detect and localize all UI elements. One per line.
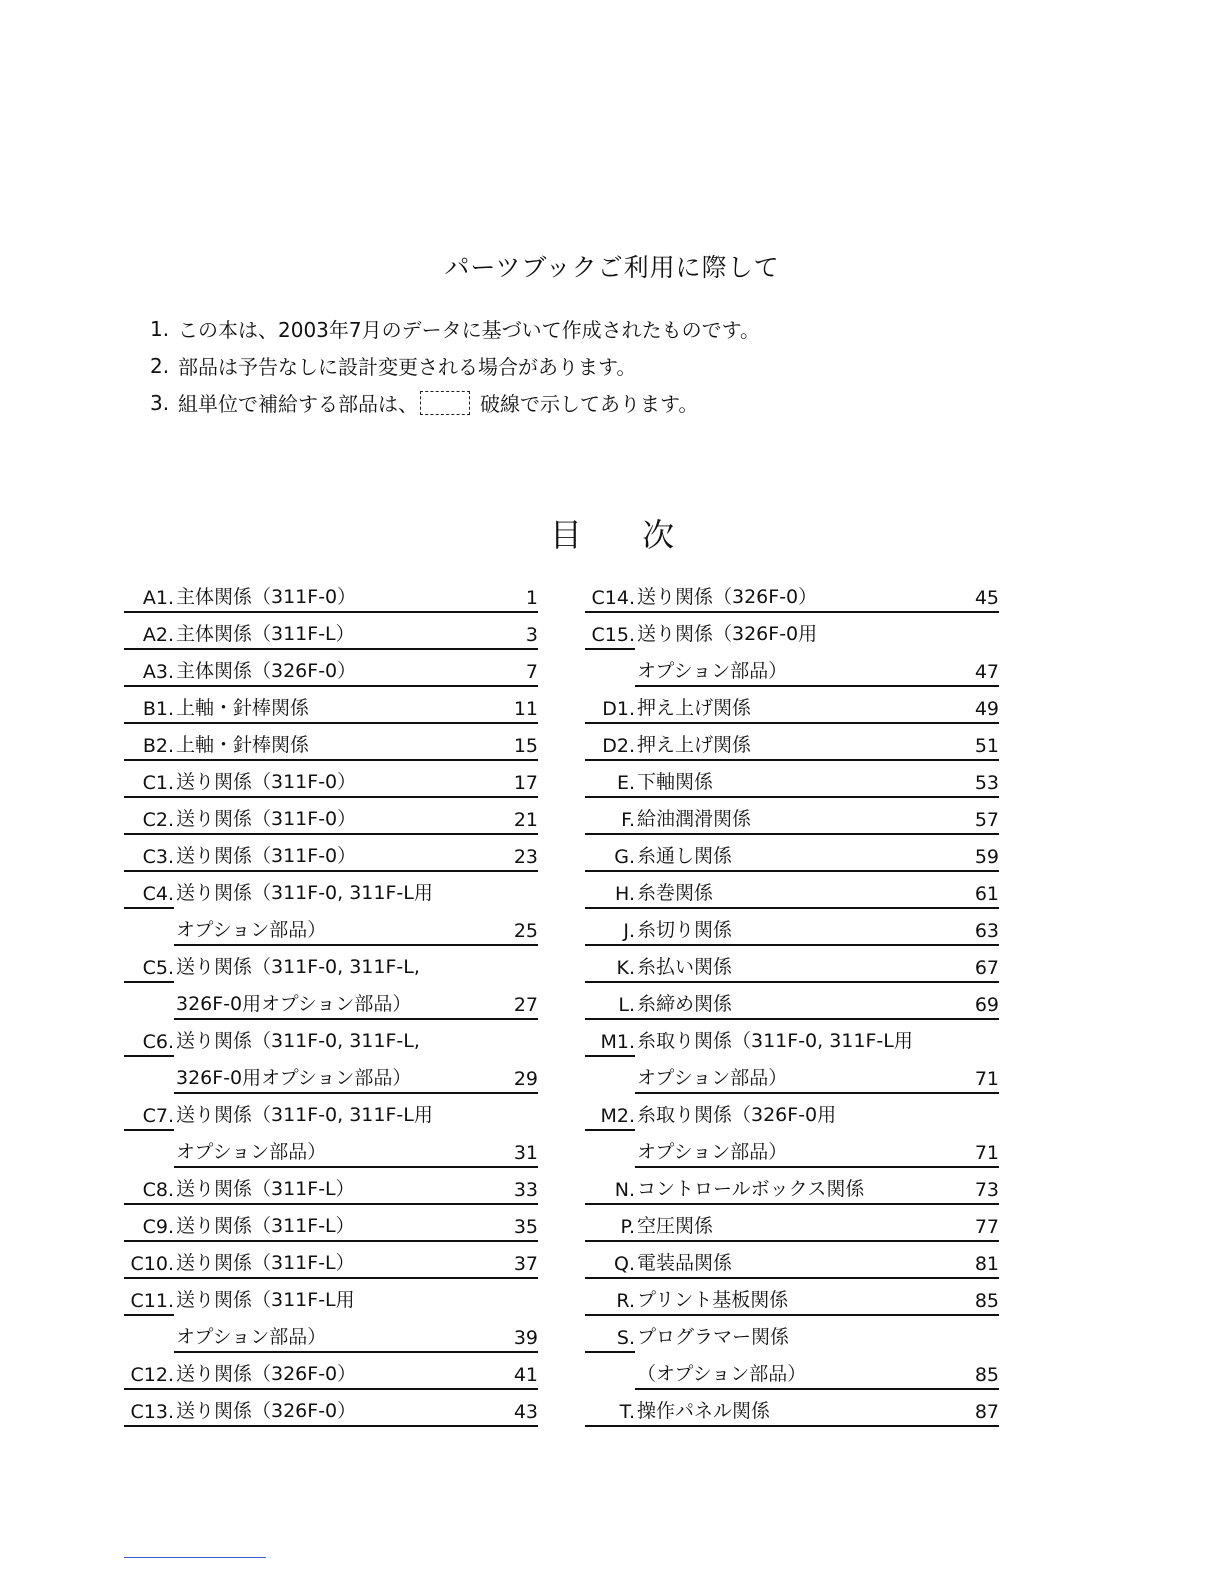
toc-entry-title: 下軸関係 bbox=[637, 771, 714, 793]
toc-entry[interactable] bbox=[124, 650, 538, 687]
toc-entry-row bbox=[124, 872, 538, 909]
toc-entry-title: 空圧関係 bbox=[637, 1215, 714, 1237]
toc-entry-title: 上軸・針棒関係 bbox=[176, 734, 310, 756]
toc-entry-title: 糸締め関係 bbox=[637, 993, 733, 1015]
toc-entry-row bbox=[124, 687, 538, 724]
toc-entry-code: H. bbox=[615, 883, 635, 905]
toc-entry-title: コントロールボックス関係 bbox=[637, 1178, 865, 1200]
toc-entry-page: 27 bbox=[513, 994, 538, 1016]
toc-entry[interactable] bbox=[585, 576, 999, 613]
toc-entry-code: C3. bbox=[142, 846, 174, 868]
toc-entry-title: 主体関係（326F-0） bbox=[176, 660, 357, 682]
notice-item bbox=[150, 384, 760, 421]
toc-entry[interactable] bbox=[124, 835, 538, 872]
toc-entry[interactable] bbox=[124, 613, 538, 650]
toc-entry-page: 51 bbox=[974, 735, 999, 757]
toc-entry-row bbox=[585, 1168, 999, 1205]
toc-entry-row bbox=[585, 761, 999, 798]
toc-entry[interactable] bbox=[585, 909, 999, 946]
toc-entry-title-continued: オプション部品） bbox=[637, 660, 788, 682]
notice-item-text-after: 破線で示してあります。 bbox=[480, 392, 699, 416]
toc-entry[interactable] bbox=[585, 1390, 999, 1427]
toc-entry-row bbox=[585, 1242, 999, 1279]
toc-entry-code: C14. bbox=[591, 587, 635, 609]
toc-entry-row bbox=[585, 1353, 999, 1390]
toc-entry-row bbox=[585, 909, 999, 946]
toc-entry-code: R. bbox=[616, 1290, 635, 1312]
toc-entry-title: 送り関係（311F-L用 bbox=[176, 1289, 355, 1311]
toc-entry-code: C1. bbox=[142, 772, 174, 794]
toc-entry-title: 糸通し関係 bbox=[637, 845, 733, 867]
toc-entry-page: 35 bbox=[513, 1216, 538, 1238]
toc-entry-title: 操作パネル関係 bbox=[637, 1400, 771, 1422]
toc-entry-row bbox=[124, 1168, 538, 1205]
toc-entry-page: 17 bbox=[513, 772, 538, 794]
toc-entry-row bbox=[124, 798, 538, 835]
toc-entry-title: 送り関係（311F-0, 311F-L, bbox=[176, 956, 420, 978]
toc-entry-code: Q. bbox=[614, 1253, 635, 1275]
toc-entry-code: B2. bbox=[142, 735, 174, 757]
toc-entry-row bbox=[124, 1353, 538, 1390]
toc-entry-title-continued: （オプション部品） bbox=[637, 1363, 807, 1385]
toc-entry-page: 23 bbox=[513, 846, 538, 868]
toc-entry-title: 送り関係（311F-L） bbox=[176, 1215, 355, 1237]
toc-entry[interactable] bbox=[585, 872, 999, 909]
toc-entry-row bbox=[585, 1279, 999, 1316]
toc-entry-row bbox=[124, 650, 538, 687]
toc-entry[interactable] bbox=[124, 946, 538, 1020]
toc-entry-page: 61 bbox=[974, 883, 999, 905]
toc-entry-row bbox=[124, 1279, 538, 1316]
toc-entry-page: 87 bbox=[974, 1401, 999, 1423]
toc-entry-title: 糸切り関係 bbox=[637, 919, 733, 941]
toc-entry-rule bbox=[585, 1425, 999, 1427]
notice-list bbox=[150, 310, 760, 421]
toc-entry-title: 糸取り関係（311F-0, 311F-L用 bbox=[637, 1030, 913, 1052]
toc-entry[interactable] bbox=[585, 687, 999, 724]
toc-entry[interactable] bbox=[124, 576, 538, 613]
toc-entry-title: 押え上げ関係 bbox=[637, 697, 752, 719]
toc-entry-code: C6. bbox=[142, 1031, 174, 1053]
toc-entry-code: A3. bbox=[142, 661, 174, 683]
toc-entry[interactable] bbox=[124, 1205, 538, 1242]
toc-entry[interactable] bbox=[124, 1242, 538, 1279]
notice-item bbox=[150, 347, 760, 384]
toc-entry[interactable] bbox=[585, 1242, 999, 1279]
toc-entry-row bbox=[585, 872, 999, 909]
toc-entry-code: T. bbox=[619, 1401, 635, 1423]
toc-entry-code: C5. bbox=[142, 957, 174, 979]
toc-entry-code: M1. bbox=[600, 1031, 635, 1053]
toc-title bbox=[0, 510, 1224, 556]
toc-entry-title-continued: オプション部品） bbox=[637, 1067, 788, 1089]
toc-entry-title: プログラマー関係 bbox=[637, 1326, 790, 1348]
toc-entry-title: 送り関係（326F-0用 bbox=[637, 623, 818, 645]
toc-entry-title: 糸払い関係 bbox=[637, 956, 733, 978]
toc-entry-page: 3 bbox=[525, 624, 538, 646]
toc-entry[interactable] bbox=[124, 1353, 538, 1390]
toc-entry-rule bbox=[124, 1425, 538, 1427]
toc-entry[interactable] bbox=[124, 1168, 538, 1205]
toc-entry-code: C9. bbox=[142, 1216, 174, 1238]
toc-entry[interactable] bbox=[585, 613, 999, 687]
toc-entry-page: 85 bbox=[974, 1290, 999, 1312]
toc-entry-title: 送り関係（311F-L） bbox=[176, 1252, 355, 1274]
toc-entry-row bbox=[124, 1131, 538, 1168]
toc-entry-title: 押え上げ関係 bbox=[637, 734, 752, 756]
toc-entry-title: 送り関係（311F-0） bbox=[176, 771, 357, 793]
toc-right-column bbox=[585, 576, 999, 1427]
toc-entry-page: 71 bbox=[974, 1068, 999, 1090]
toc-entry-page: 77 bbox=[974, 1216, 999, 1238]
toc-entry-row bbox=[585, 946, 999, 983]
toc-entry-title: 送り関係（326F-0） bbox=[637, 586, 818, 608]
toc-entry-code: J. bbox=[623, 920, 635, 942]
toc-entry[interactable] bbox=[585, 1316, 999, 1390]
toc-entry-page: 11 bbox=[513, 698, 538, 720]
toc-entry-title-continued: 326F-0用オプション部品） bbox=[176, 993, 412, 1015]
toc-entry-row bbox=[585, 1057, 999, 1094]
notice-item-number: 1. bbox=[150, 316, 170, 341]
toc-entry-row bbox=[585, 1390, 999, 1427]
toc-entry-code: C8. bbox=[142, 1179, 174, 1201]
toc-entry-title-continued: オプション部品） bbox=[176, 1141, 327, 1163]
toc-entry[interactable] bbox=[124, 872, 538, 946]
toc-entry-page: 15 bbox=[513, 735, 538, 757]
toc-entry-page: 25 bbox=[513, 920, 538, 942]
toc-entry-row bbox=[124, 1390, 538, 1427]
toc-entry-row bbox=[124, 1057, 538, 1094]
toc-entry-title: 送り関係（311F-0） bbox=[176, 808, 357, 830]
toc-entry-title: 糸取り関係（326F-0用 bbox=[637, 1104, 837, 1126]
toc-entry-row bbox=[585, 724, 999, 761]
toc-entry-title: 送り関係（326F-0） bbox=[176, 1363, 357, 1385]
toc-entry-title: 送り関係（311F-L） bbox=[176, 1178, 355, 1200]
toc-entry-row bbox=[585, 1094, 999, 1131]
toc-entry-page: 29 bbox=[513, 1068, 538, 1090]
toc-entry-code: D1. bbox=[602, 698, 635, 720]
toc-entry-row bbox=[124, 835, 538, 872]
toc-entry-code: M2. bbox=[600, 1105, 635, 1127]
toc-entry-title-continued: オプション部品） bbox=[176, 919, 327, 941]
toc-entry-title: 主体関係（311F-L） bbox=[176, 623, 355, 645]
toc-entry[interactable] bbox=[585, 1094, 999, 1168]
toc-entry[interactable] bbox=[585, 798, 999, 835]
toc-entry[interactable] bbox=[124, 1020, 538, 1094]
toc-title-char: 次 bbox=[642, 516, 675, 554]
toc-entry-title: 主体関係（311F-0） bbox=[176, 586, 357, 608]
toc-title-char: 目 bbox=[549, 516, 582, 554]
toc-entry-row bbox=[124, 761, 538, 798]
toc-entry-title: 電装品関係 bbox=[637, 1252, 733, 1274]
toc-entry-row bbox=[585, 835, 999, 872]
toc-entry-page: 73 bbox=[974, 1179, 999, 1201]
toc-entry-code: A1. bbox=[142, 587, 174, 609]
toc-entry-page: 21 bbox=[513, 809, 538, 831]
toc-entry-row bbox=[585, 983, 999, 1020]
toc-entry-row bbox=[124, 1316, 538, 1353]
toc-entry-code: S. bbox=[616, 1327, 635, 1349]
toc-entry-code: C11. bbox=[130, 1290, 174, 1312]
toc-entry-row bbox=[585, 1131, 999, 1168]
toc-entry[interactable] bbox=[585, 983, 999, 1020]
toc-entry-page: 49 bbox=[974, 698, 999, 720]
toc-entry-row bbox=[124, 1205, 538, 1242]
toc-entry-page: 85 bbox=[974, 1364, 999, 1386]
notice-item-number: 3. bbox=[150, 390, 170, 415]
toc-entry-code: C2. bbox=[142, 809, 174, 831]
toc-entry-page: 59 bbox=[974, 846, 999, 868]
toc-entry[interactable] bbox=[585, 1020, 999, 1094]
toc-entry-row bbox=[124, 946, 538, 983]
toc-entry-code: F. bbox=[621, 809, 635, 831]
notice-item-text: 組単位で補給する部品は、 bbox=[178, 392, 418, 416]
toc-entry[interactable] bbox=[585, 724, 999, 761]
toc-entry-title-continued: オプション部品） bbox=[637, 1141, 788, 1163]
toc-entry-row bbox=[585, 1020, 999, 1057]
toc-entry-page: 39 bbox=[513, 1327, 538, 1349]
toc-entry[interactable] bbox=[124, 1094, 538, 1168]
toc-entry-page: 71 bbox=[974, 1142, 999, 1164]
toc-entry-code: C4. bbox=[142, 883, 174, 905]
toc-entry-row bbox=[124, 983, 538, 1020]
notice-item bbox=[150, 310, 760, 347]
toc-entry-code: A2. bbox=[142, 624, 174, 646]
toc-entry-page: 63 bbox=[974, 920, 999, 942]
toc-entry[interactable] bbox=[585, 1168, 999, 1205]
toc-entry-title-continued: オプション部品） bbox=[176, 1326, 327, 1348]
toc-entry-row bbox=[124, 576, 538, 613]
toc-entry-title: 送り関係（311F-0） bbox=[176, 845, 357, 867]
footer-rule bbox=[124, 1557, 266, 1558]
toc-entry[interactable] bbox=[124, 761, 538, 798]
notice-item-number: 2. bbox=[150, 353, 170, 378]
toc-entry-row bbox=[585, 798, 999, 835]
notice-item-text: この本は、2003年7月のデータに基づいて作成されたものです。 bbox=[178, 318, 761, 342]
toc-entry-page: 41 bbox=[513, 1364, 538, 1386]
toc-entry-code: C13. bbox=[130, 1401, 174, 1423]
toc-entry[interactable] bbox=[585, 1205, 999, 1242]
toc-entry-code: B1. bbox=[142, 698, 174, 720]
toc-entry[interactable] bbox=[124, 798, 538, 835]
toc-entry-row bbox=[124, 613, 538, 650]
toc-entry-page: 67 bbox=[974, 957, 999, 979]
toc-entry[interactable] bbox=[124, 724, 538, 761]
toc-entry-page: 53 bbox=[974, 772, 999, 794]
toc-entry[interactable] bbox=[124, 1390, 538, 1427]
toc-entry-row bbox=[124, 724, 538, 761]
toc-entry-row bbox=[124, 909, 538, 946]
toc-entry-row bbox=[585, 613, 999, 650]
toc-entry-row bbox=[585, 1316, 999, 1353]
toc-entry[interactable] bbox=[124, 687, 538, 724]
toc-entry-page: 1 bbox=[525, 587, 538, 609]
toc-entry-title: 給油潤滑関係 bbox=[637, 808, 752, 830]
dashed-box-sample bbox=[420, 391, 470, 415]
toc-entry-page: 43 bbox=[513, 1401, 538, 1423]
toc-entry[interactable] bbox=[124, 1279, 538, 1353]
toc-entry-code: L. bbox=[618, 994, 635, 1016]
toc-entry[interactable] bbox=[585, 1279, 999, 1316]
toc-entry[interactable] bbox=[585, 946, 999, 983]
toc-entry-title-continued: 326F-0用オプション部品） bbox=[176, 1067, 412, 1089]
toc-entry-page: 33 bbox=[513, 1179, 538, 1201]
toc-entry-title: 送り関係（326F-0） bbox=[176, 1400, 357, 1422]
toc-entry-row bbox=[585, 576, 999, 613]
toc-entry-code: C10. bbox=[130, 1253, 174, 1275]
toc-entry-row bbox=[124, 1242, 538, 1279]
toc-entry-code: N. bbox=[614, 1179, 635, 1201]
toc-entry-code: C7. bbox=[142, 1105, 174, 1127]
toc-entry-page: 47 bbox=[974, 661, 999, 683]
toc-entry-code: E. bbox=[616, 772, 635, 794]
toc-entry-page: 57 bbox=[974, 809, 999, 831]
toc-entry-title: 糸巻関係 bbox=[637, 882, 714, 904]
toc-entry-row bbox=[124, 1094, 538, 1131]
notice-title: パーツブックご利用に際して bbox=[444, 253, 780, 282]
toc-entry-title: 送り関係（311F-0, 311F-L用 bbox=[176, 1104, 433, 1126]
toc-entry-code: K. bbox=[616, 957, 635, 979]
toc-entry-code: C12. bbox=[130, 1364, 174, 1386]
toc-entry-title: プリント基板関係 bbox=[637, 1289, 789, 1311]
toc-entry-row bbox=[124, 1020, 538, 1057]
toc-left-column bbox=[124, 576, 538, 1427]
toc-entry-title: 送り関係（311F-0, 311F-L用 bbox=[176, 882, 433, 904]
toc-entry-row bbox=[585, 1205, 999, 1242]
notice-item-text: 部品は予告なしに設計変更される場合があります。 bbox=[178, 355, 637, 379]
toc-entry-page: 31 bbox=[513, 1142, 538, 1164]
toc-entry-page: 69 bbox=[974, 994, 999, 1016]
toc-entry-row bbox=[585, 650, 999, 687]
toc-entry-code: P. bbox=[620, 1216, 635, 1238]
toc-entry[interactable] bbox=[585, 761, 999, 798]
toc-entry-code: G. bbox=[614, 846, 635, 868]
toc-entry[interactable] bbox=[585, 835, 999, 872]
toc-entry-page: 45 bbox=[974, 587, 999, 609]
toc-entry-page: 81 bbox=[974, 1253, 999, 1275]
toc-entry-code: C15. bbox=[591, 624, 635, 646]
toc-entry-row bbox=[585, 687, 999, 724]
toc-entry-code: D2. bbox=[602, 735, 635, 757]
toc-entry-title: 送り関係（311F-0, 311F-L, bbox=[176, 1030, 420, 1052]
toc-entry-page: 7 bbox=[525, 661, 538, 683]
toc-entry-title: 上軸・針棒関係 bbox=[176, 697, 310, 719]
toc-entry-page: 37 bbox=[513, 1253, 538, 1275]
